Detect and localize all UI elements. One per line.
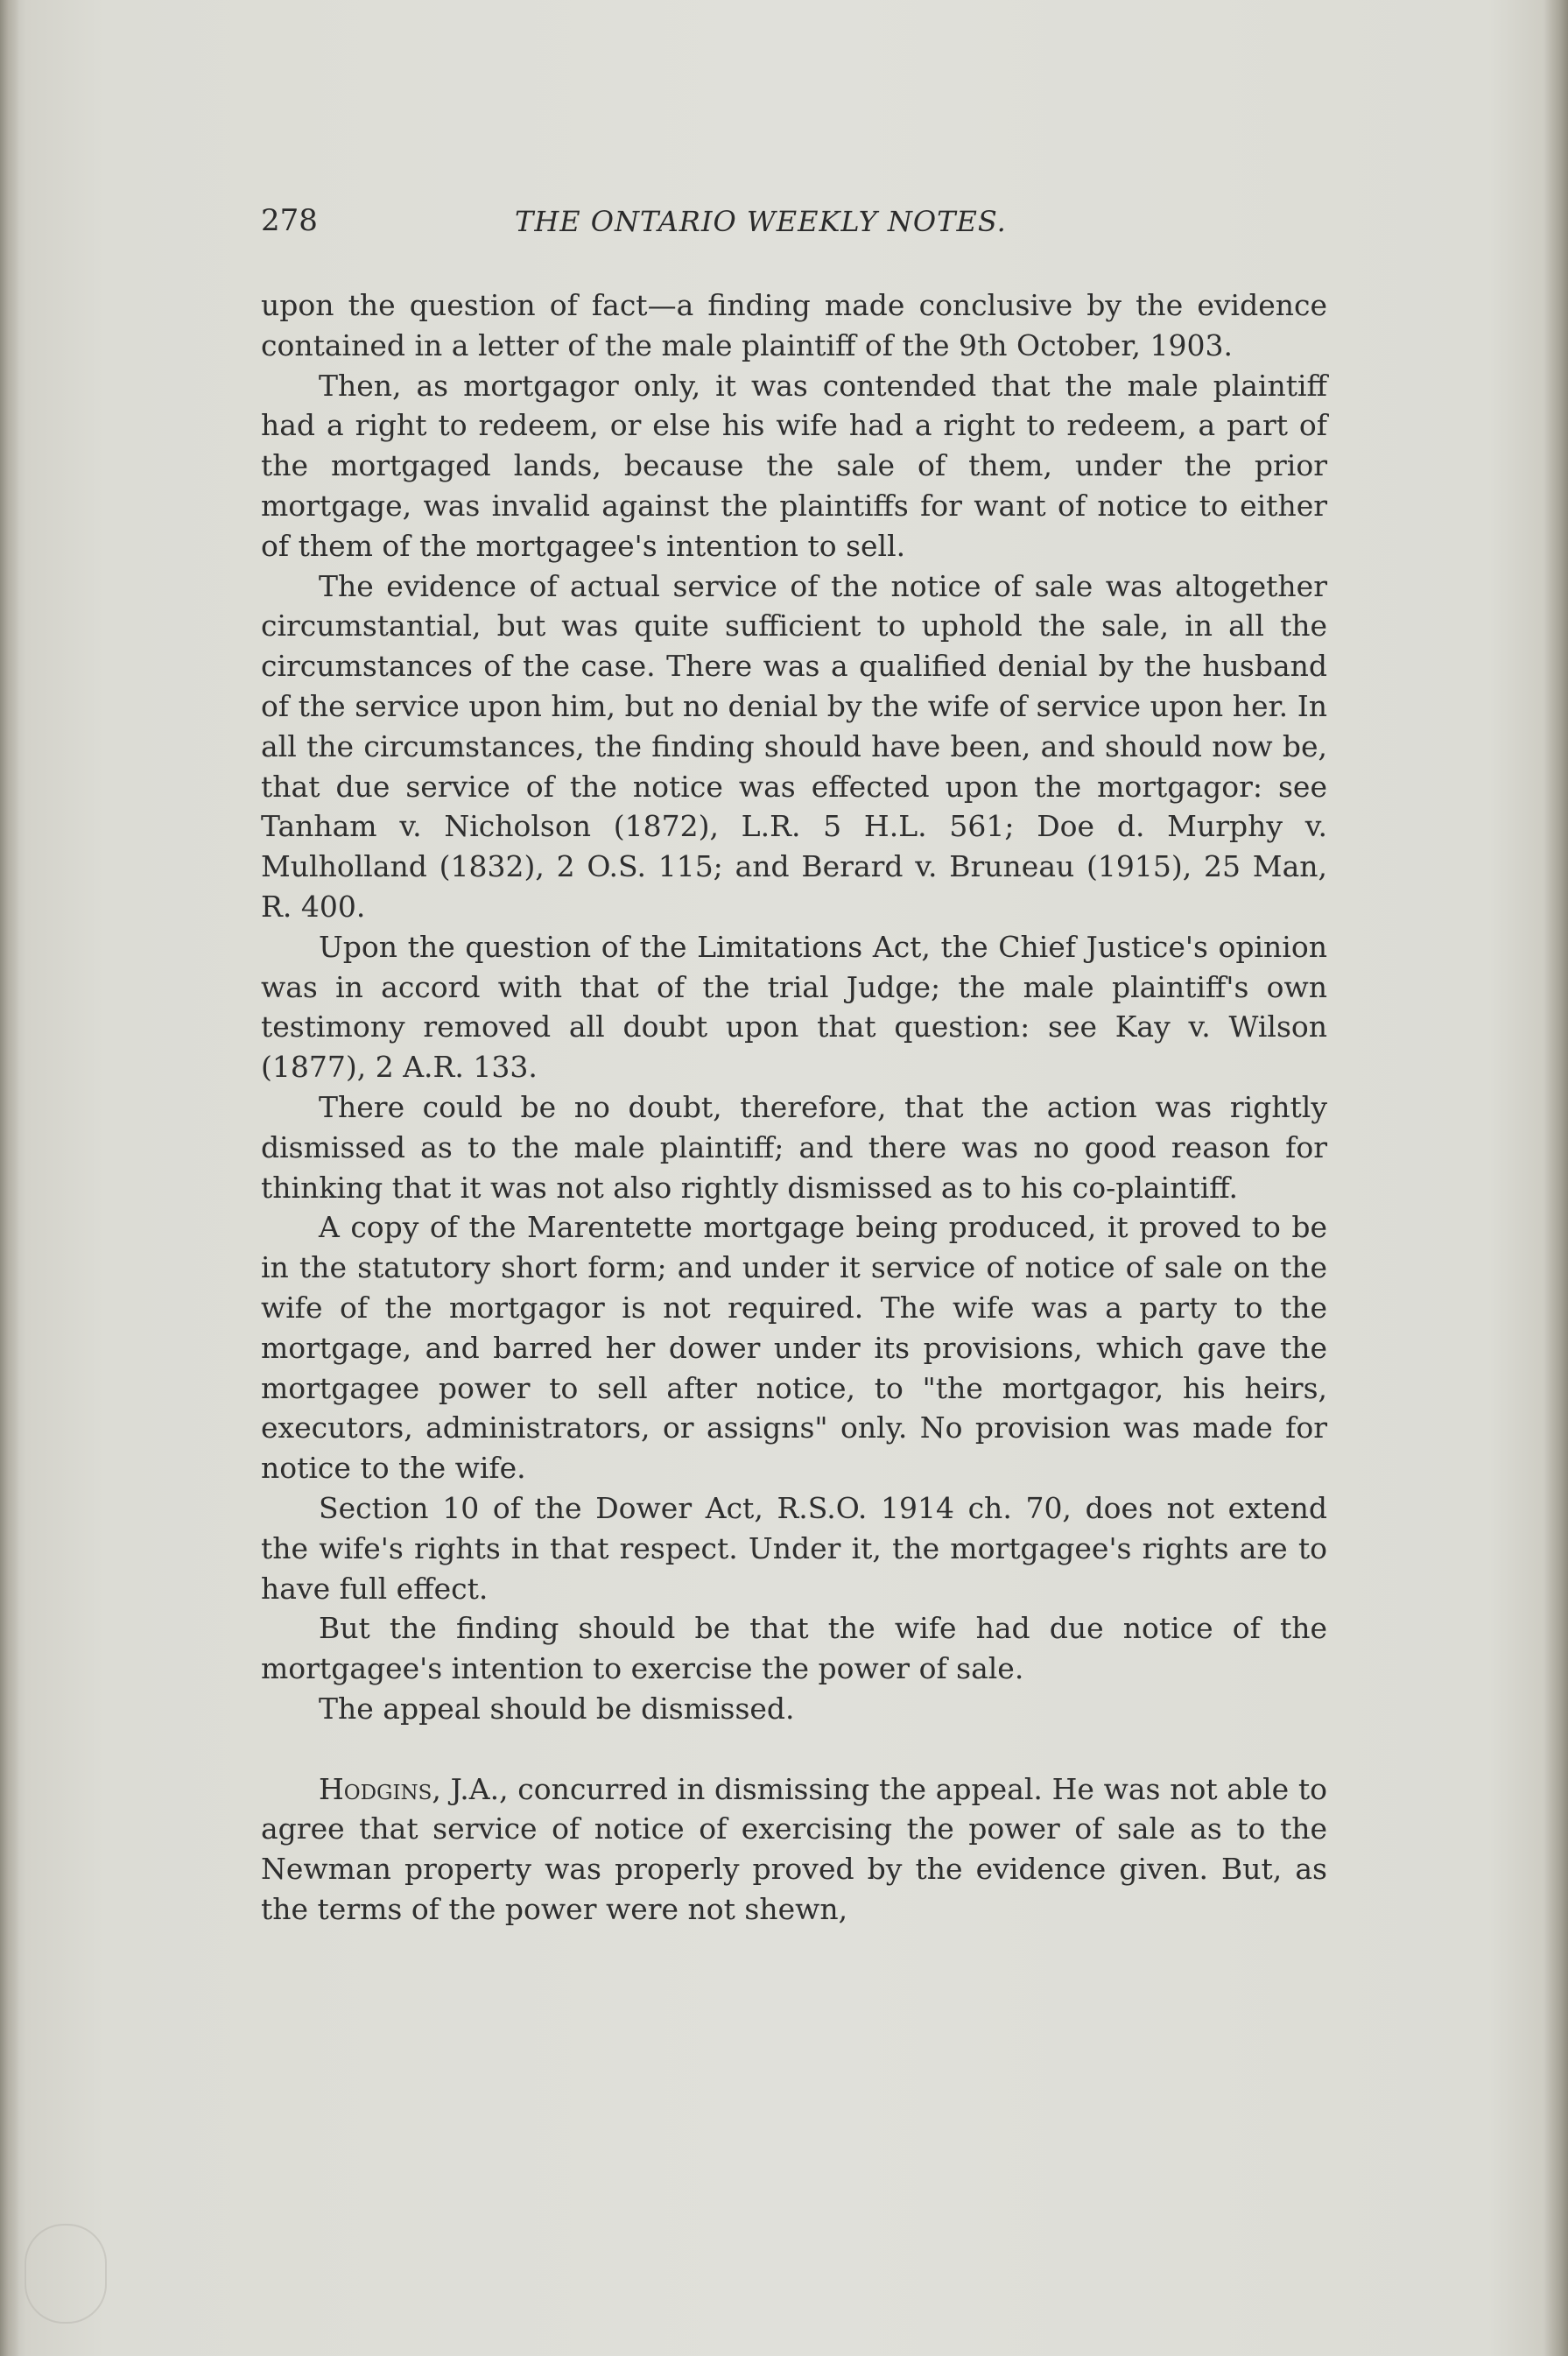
paragraph: Then, as mortgagor only, it was contended that the male plaintiff had a right to redeem, or else his wife had a right to redeem, a part of the mortgaged lands, because the sale of them, under the prior mortgage, was invalid against the plaintiffs for want of notice to either of them of the mortgagee's intention to sell. (261, 368, 1327, 563)
page-header (261, 203, 1329, 247)
judge-opinion-text: , J.A., concurred in dismissing the appeal. He was not able to agree that service of notice of exercising the power of sale as to the Newman property was properly proved by the evidence given. But, as the terms of the power were not shewn, (261, 1771, 1327, 1927)
paragraph: The evidence of actual service of the notice of sale was altogether circumstantial, but was quite sufficient to uphold the sale, in all the circumstances of the case. There was a qualified denial by the husband of the service upon him, but no denial by the wife of service upon her. In all the circumstances, the finding should have been, and should now be, that due service of the notice was effected upon the mortgagor: see Tanham v. Nicholson (1872), L.R. 5 H.L. 561; Doe d. Murphy v. Mulholland (1832), 2 O.S. 115; and Berard v. Bruneau (1915), 25 Man, R. 400. (261, 568, 1327, 924)
paragraph: But the finding should be that the wife had due notice of the mortgagee's intention to exercise the power of sale. (261, 1611, 1327, 1686)
judge-name: Hodgins (319, 1771, 432, 1806)
paragraph-continuation: upon the question of fact—a finding made conclusive by the evidence contained in a letter of the male plaintiff of the 9th October, 1903. (261, 288, 1327, 362)
paragraph: Upon the question of the Limitations Act, the Chief Justice's opinion was in accord with that of the trial Judge; the male plaintiff's own testimony removed all doubt upon that question: see Kay v. Wilson (1877), 2 A.R. 133. (261, 929, 1327, 1085)
paragraph: A copy of the Marentette mortgage being produced, it proved to be in the statutory short form; and under it service of notice of sale on the wife of the mortgagor is not required. The wife was a party to the mortgage, and barred her dower under its provisions, which gave the mortgagee power to sell after notice, to "the mortgagor, his heirs, executors, administrators, or assigns" only. No provision was made for notice to the wife. (261, 1210, 1327, 1486)
page-number: 278 (261, 203, 318, 238)
faint-stamp-mark (25, 2224, 107, 2324)
paragraph: The appeal should be dismissed. (319, 1691, 795, 1726)
paragraph: There could be no doubt, therefore, that the action was rightly dismissed as to the male plaintiff; and there was no good reason for thinking that it was not also rightly dismissed as to his co-plaintiff. (261, 1089, 1327, 1205)
body-text (261, 285, 1327, 1930)
judge-opinion-paragraph (261, 1769, 1327, 1930)
page-edge-shadow (1543, 0, 1568, 2356)
page-binding-shadow (0, 0, 19, 2356)
running-title: THE ONTARIO WEEKLY NOTES. (515, 205, 1007, 238)
paragraph: Section 10 of the Dower Act, R.S.O. 1914 ch. 70, does not extend the wife's rights in that respect. Under it, the mortgagee's rights are to have full effect. (261, 1490, 1327, 1606)
